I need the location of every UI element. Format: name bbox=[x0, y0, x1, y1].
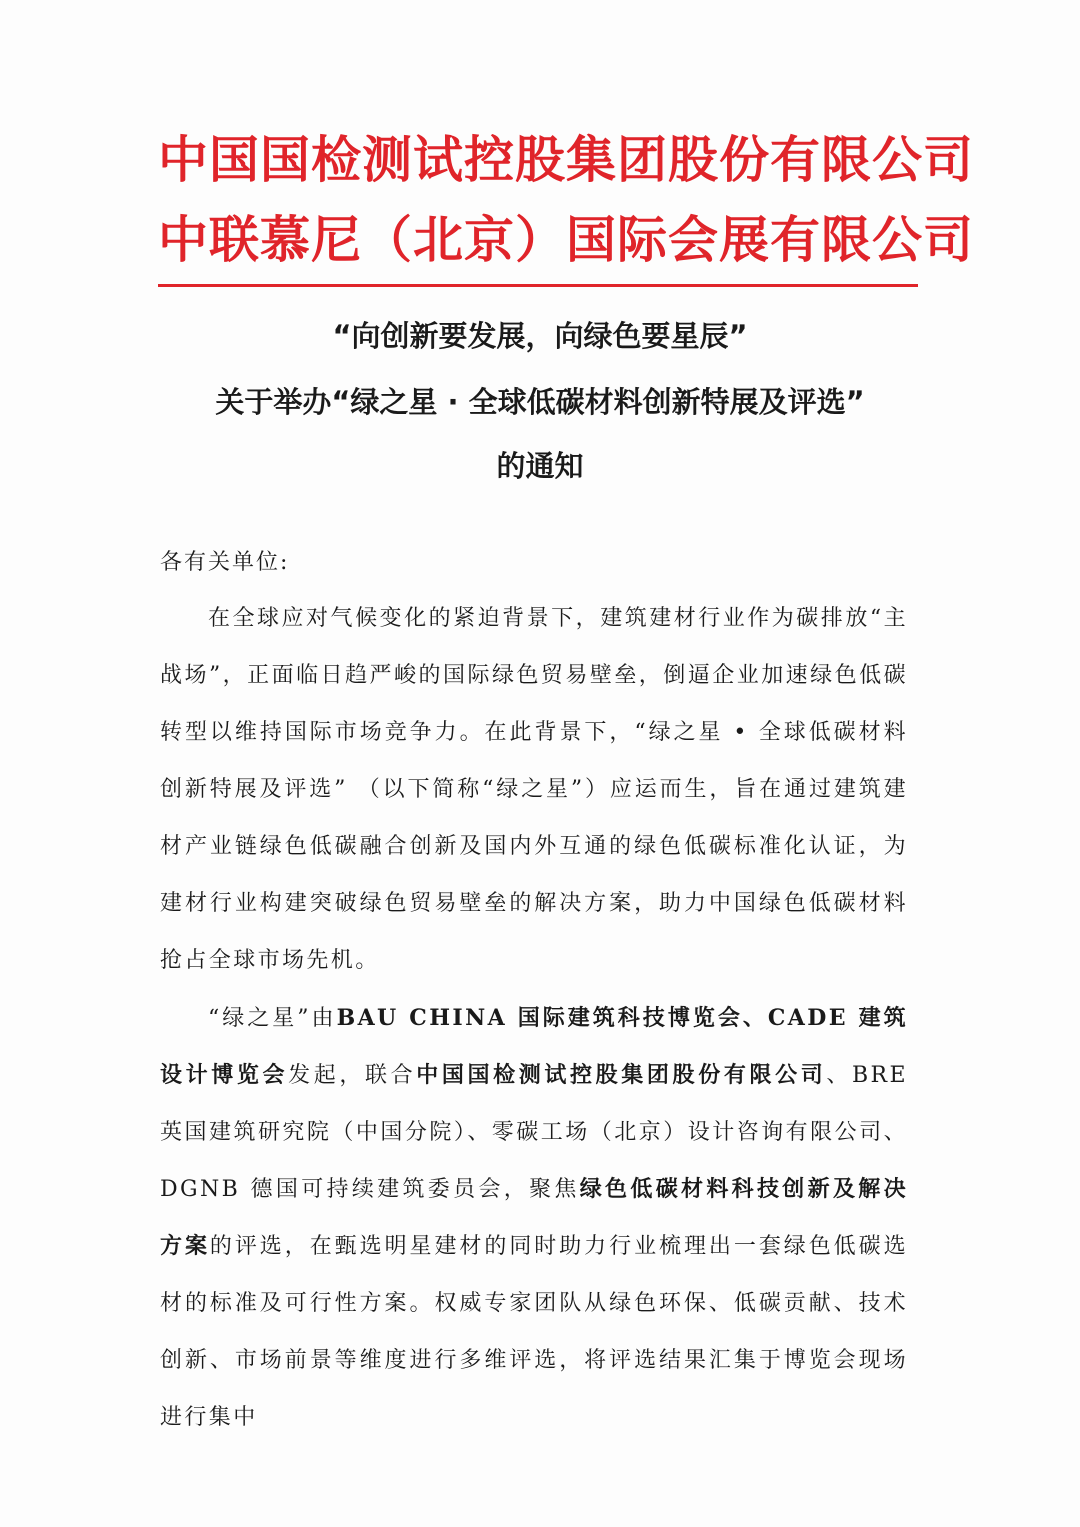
header-company-2: 中联慕尼（北京）国际会展有限公司 bbox=[158, 211, 974, 269]
title-line-1: “向创新要发展，向绿色要星辰” bbox=[332, 319, 748, 353]
header-company-1: 中国国检测试控股集团股份有限公司 bbox=[158, 131, 974, 189]
paragraph-2-segment: 发起，联合 bbox=[288, 1063, 417, 1088]
paragraph-2 bbox=[160, 990, 908, 1430]
title-line-2: 关于举办“绿之星 · 全球低碳材料创新特展及评选” bbox=[215, 385, 865, 419]
title-line-3: 的通知 bbox=[496, 449, 584, 483]
header-divider bbox=[158, 284, 918, 287]
paragraph-2-segment: “绿之星”由 bbox=[208, 1006, 337, 1031]
salutation: 各有关单位: bbox=[160, 550, 290, 575]
paragraph-2-bold-segment: 中国国检测试控股集团股份有限公司 bbox=[416, 1062, 827, 1088]
paragraph-2-bold-segment: 绿色低碳材料科技创新及解决方案 bbox=[160, 1176, 908, 1259]
paragraph-2-segment: 的评选，在甄选明星建材的同时助力行业梳理出一套绿色低碳选材的标准及可行性方案。权威专家团队从绿色环保、低碳贡献、技术创新、市场前景等维度进行多维评选，将评选结果汇集于博览会现场进行集中 bbox=[160, 1234, 908, 1430]
paragraph-2-bold-segment: BAU CHINA 国际建筑科技博览会、CADE 建筑设计博览会 bbox=[160, 1005, 908, 1088]
paragraph-2-segment: 、BRE 英国建筑研究院（中国分院）、零碳工场（北京）设计咨询有限公司、DGNB 德国可持续建筑委员会，聚焦 bbox=[160, 1063, 908, 1202]
paragraph-1: 在全球应对气候变化的紧迫背景下，建筑建材行业作为碳排放“主战场”，正面临日趋严峻的国际绿色贸易壁垒，倒逼企业加速绿色低碳转型以维持国际市场竞争力。在此背景下，“绿之星 • 全球低碳材料创新特展及评选” （以下简称“绿之星”）应运而生，旨在通过建筑建材产业链绿色低碳融合创新及国内外互通的绿色低碳标准化认证，为建材行业构建突破绿色贸易壁垒的解决方案，助力中国绿色低碳材料抢占全球市场先机。 bbox=[160, 606, 908, 973]
